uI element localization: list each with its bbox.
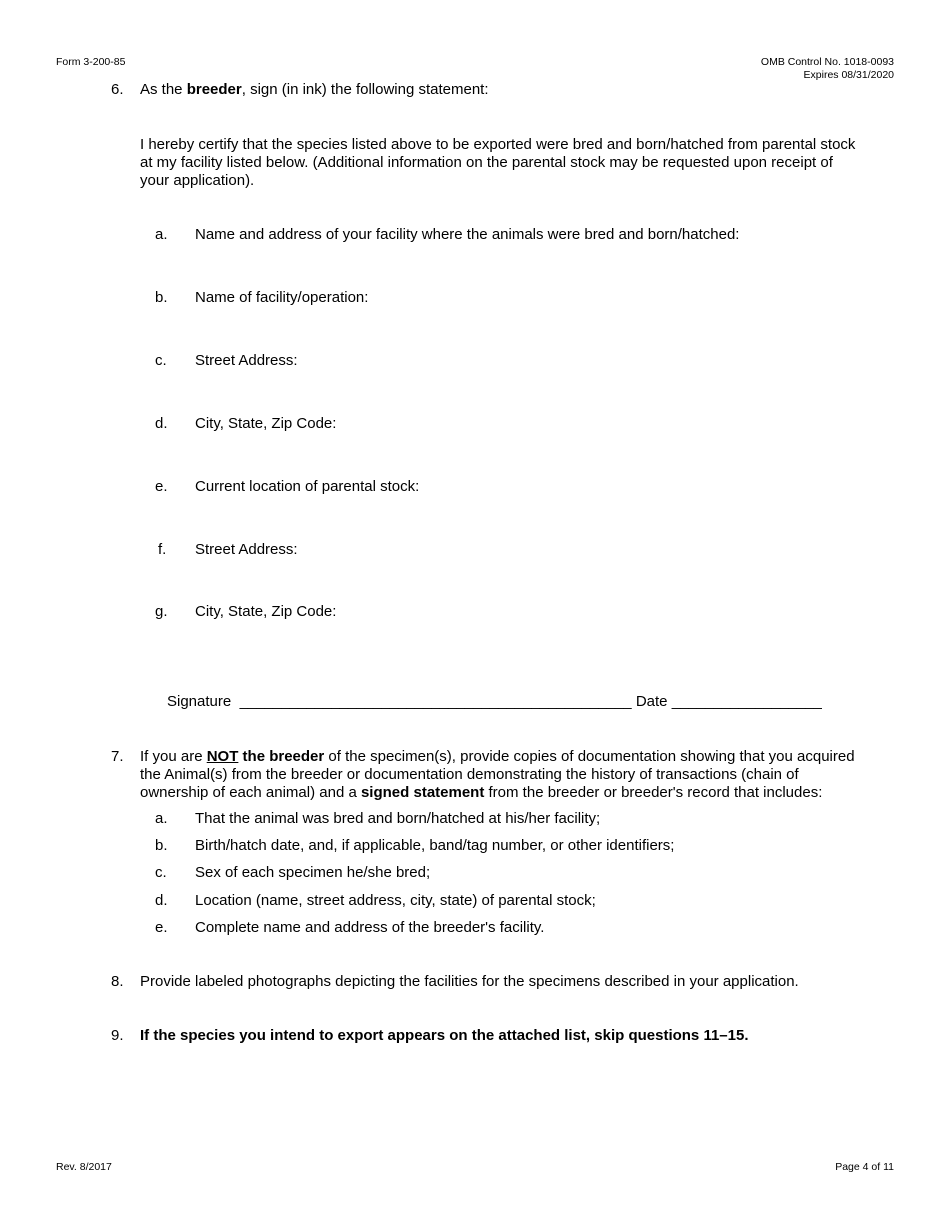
form-number: Form 3-200-85 (56, 56, 126, 68)
q7-the-breeder: the breeder (238, 748, 325, 765)
q6-item-facility-operation: Name of facility/operation: (195, 289, 369, 306)
q6-number: 6. (111, 81, 124, 98)
q7-number: 7. (111, 748, 124, 765)
omb-control-number: OMB Control No. 1018-0093 (760, 56, 894, 68)
q7-item-birth-date-identifiers: Birth/hatch date, and, if applicable, band/tag number, or other identifiers; (195, 837, 675, 854)
q6-item-letter: a. (155, 226, 168, 243)
q7-signed-statement: signed statement (360, 784, 485, 801)
q7-item-bred-at-facility: That the animal was bred and born/hatched at his/her facility; (195, 810, 601, 827)
q7-item-breeder-facility: Complete name and address of the breeder's facility. (195, 919, 545, 936)
q7-item-letter: d. (155, 892, 168, 909)
q7-item-letter: c. (155, 864, 167, 881)
signature-row (167, 693, 822, 711)
q7-item-letter: e. (155, 919, 168, 936)
q6-item-city-state-zip: City, State, Zip Code: (195, 415, 337, 432)
revision-date: Rev. 8/2017 (56, 1161, 112, 1173)
q7-line3-prefix: ownership of each animal) and a (140, 784, 361, 801)
page-number: Page 4 of 11 (835, 1161, 894, 1173)
q6-intro-prefix: As the (140, 81, 187, 98)
q9-text: If the species you intend to export appears on the attached list, skip questions 11–15. (140, 1027, 749, 1044)
q6-item-letter: c. (155, 352, 167, 369)
q6-item-facility-name-address: Name and address of your facility where the animals were bred and born/hatched: (195, 226, 740, 243)
q8-number: 8. (111, 973, 124, 990)
q6-intro-suffix: , sign (in ink) the following statement: (241, 81, 489, 98)
q6-item-letter: g. (155, 603, 168, 620)
q7-item-letter: b. (155, 837, 168, 854)
q6-item-letter: f. (158, 541, 167, 558)
signature-label: Signature (167, 693, 232, 710)
q7-item-parental-stock-location: Location (name, street address, city, state) of parental stock; (195, 892, 596, 909)
q6-item-parental-stock-location: Current location of parental stock: (195, 478, 420, 495)
q7-line-3 (140, 784, 822, 802)
date-label: Date (635, 693, 668, 710)
date-line[interactable]: __________________ (671, 693, 822, 710)
q7-line1-suffix: of the specimen(s), provide copies of documentation showing that you acquired (324, 748, 855, 765)
q7-item-letter: a. (155, 810, 168, 827)
q7-line-1 (140, 748, 855, 766)
certification-line-2: at my facility listed below. (Additional information on the parental stock may be requested upon receipt of (140, 154, 833, 171)
q6-item-letter: e. (155, 478, 168, 495)
q6-intro-bold: breeder (186, 81, 242, 98)
q6-item-parental-city-state-zip: City, State, Zip Code: (195, 603, 337, 620)
q8-text: Provide labeled photographs depicting the facilities for the specimens described in your application. (140, 973, 799, 990)
q9-number: 9. (111, 1027, 124, 1044)
q6-item-letter: d. (155, 415, 168, 432)
certification-line-3: your application). (140, 172, 255, 189)
q6-item-parental-street-address: Street Address: (195, 541, 298, 558)
q7-line-2: the Animal(s) from the breeder or documentation demonstrating the history of transactions (chain of (140, 766, 799, 783)
q6-item-letter: b. (155, 289, 168, 306)
q7-line1-prefix: If you are (140, 748, 207, 765)
certification-line-1: I hereby certify that the species listed above to be exported were bred and born/hatched from parental stock (140, 136, 856, 153)
q7-line3-suffix: from the breeder or breeder's record that includes: (484, 784, 823, 801)
q6-item-street-address: Street Address: (195, 352, 298, 369)
q7-not-emphasis: NOT (206, 748, 239, 765)
expiration-date: Expires 08/31/2020 (803, 69, 894, 81)
q6-intro (140, 81, 489, 99)
signature-line[interactable]: _______________________________________________ (239, 693, 632, 710)
q7-item-sex: Sex of each specimen he/she bred; (195, 864, 431, 881)
